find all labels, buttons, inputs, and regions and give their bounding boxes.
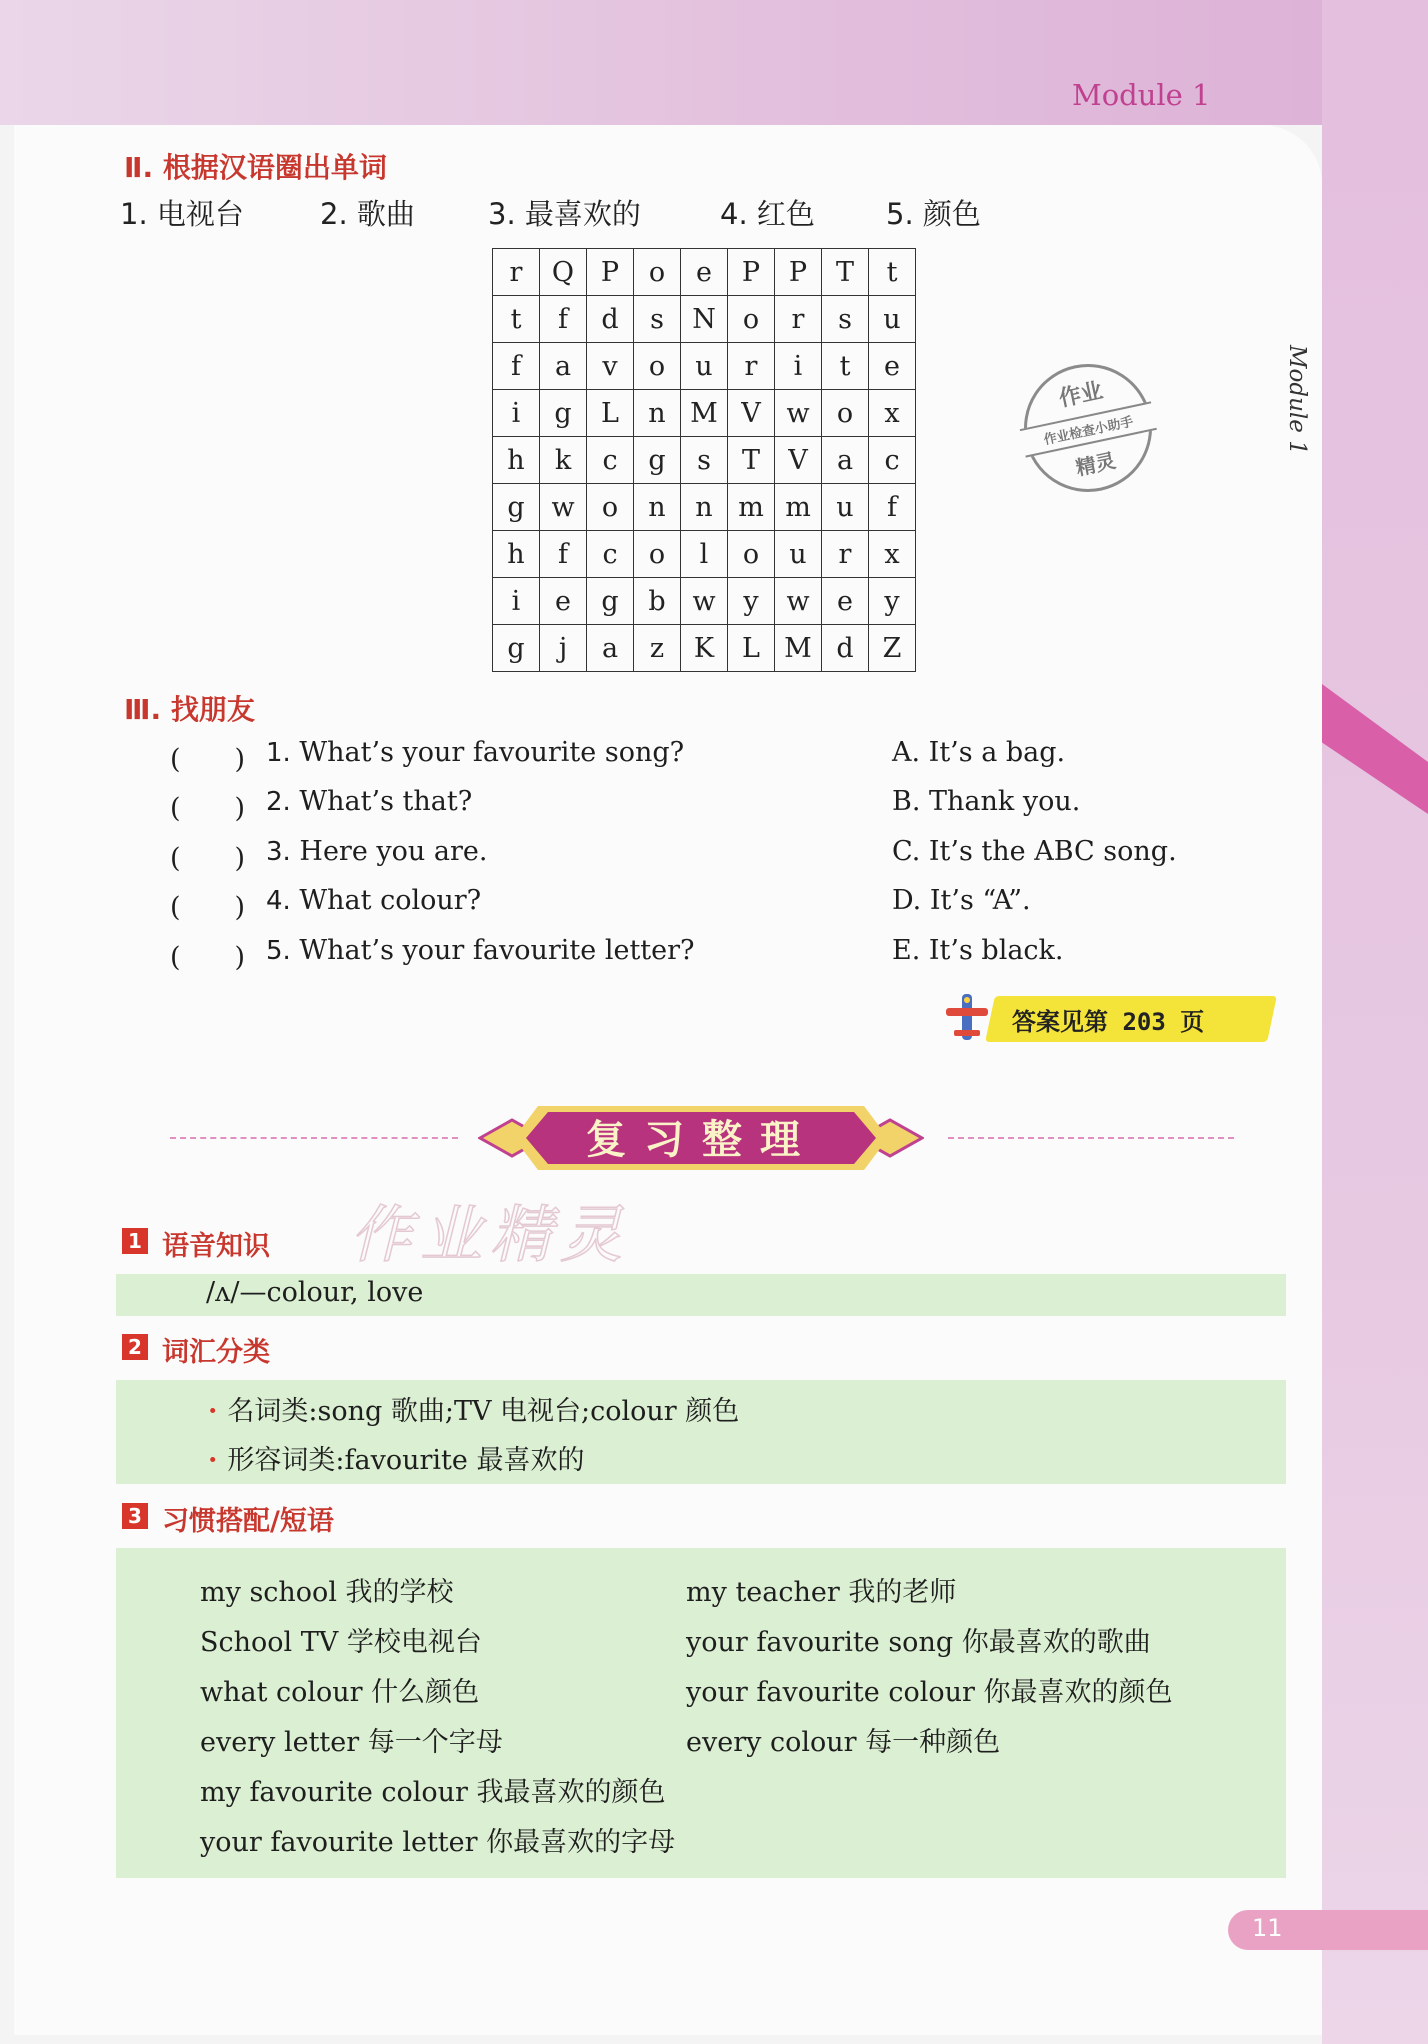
grid-cell[interactable]: n — [634, 390, 681, 437]
grid-cell[interactable]: a — [822, 437, 869, 484]
grid-cell[interactable]: s — [681, 437, 728, 484]
grid-row — [493, 625, 916, 672]
phrase-right-4: every colour 每一种颜色 — [686, 1727, 1001, 1758]
right-side-band — [1322, 0, 1428, 2044]
grid-cell[interactable]: v — [587, 343, 634, 390]
box-3-title: 习惯搭配/短语 — [162, 1506, 334, 1537]
grid-row — [493, 531, 916, 578]
grid-cell[interactable]: m — [728, 484, 775, 531]
answer-blank[interactable]: ( ) — [170, 942, 246, 973]
grid-cell[interactable]: m — [775, 484, 822, 531]
grid-cell[interactable]: g — [634, 437, 681, 484]
grid-row — [493, 296, 916, 343]
grid-cell[interactable]: u — [822, 484, 869, 531]
grid-cell[interactable]: u — [775, 531, 822, 578]
prompt-4: 4. 红色 — [720, 197, 815, 231]
grid-cell[interactable]: z — [634, 625, 681, 672]
phrase-left-5: my favourite colour 我最喜欢的颜色 — [200, 1777, 666, 1808]
module-header: Module 1 — [1072, 78, 1211, 112]
grid-cell[interactable]: r — [775, 296, 822, 343]
grid-cell[interactable]: x — [869, 531, 916, 578]
airplane-icon — [944, 990, 990, 1044]
grid-cell[interactable]: e — [869, 343, 916, 390]
vocab-item-1: · 名词类:song 歌曲;TV 电视台;colour 颜色 — [208, 1396, 740, 1427]
review-title: 复习整理 — [586, 1117, 818, 1163]
grid-cell[interactable]: e — [822, 578, 869, 625]
phrase-left-4: every letter 每一个字母 — [200, 1727, 503, 1758]
question-1: 1. What’s your favourite song? — [266, 737, 685, 768]
answer-option-c: C. It’s the ABC song. — [892, 836, 1177, 867]
grid-cell[interactable]: L — [728, 625, 775, 672]
box-1-title: 语音知识 — [162, 1231, 270, 1262]
question-2: 2. What’s that? — [266, 786, 473, 817]
grid-cell[interactable]: M — [681, 390, 728, 437]
phrase-left-3: what colour 什么颜色 — [200, 1677, 480, 1708]
answer-option-e: E. It’s black. — [892, 935, 1064, 966]
divider-left — [170, 1137, 458, 1139]
grid-cell[interactable]: o — [587, 484, 634, 531]
grid-cell[interactable]: L — [587, 390, 634, 437]
grid-cell[interactable]: w — [540, 484, 587, 531]
grid-cell[interactable]: f — [493, 343, 540, 390]
grid-cell[interactable]: n — [634, 484, 681, 531]
grid-cell[interactable]: f — [540, 531, 587, 578]
grid-cell[interactable]: P — [587, 249, 634, 296]
section-2-title: Ⅱ. 根据汉语圈出单词 — [124, 151, 387, 184]
grid-cell[interactable]: b — [634, 578, 681, 625]
prompt-2: 2. 歌曲 — [320, 197, 415, 231]
prompt-3: 3. 最喜欢的 — [488, 197, 641, 231]
grid-cell[interactable]: r — [728, 343, 775, 390]
grid-row — [493, 484, 916, 531]
grid-cell[interactable]: u — [869, 296, 916, 343]
grid-cell[interactable]: o — [634, 249, 681, 296]
grid-cell[interactable]: i — [493, 578, 540, 625]
answer-option-a: A. It’s a bag. — [892, 737, 1066, 768]
grid-cell[interactable]: w — [775, 390, 822, 437]
grid-cell[interactable]: t — [822, 343, 869, 390]
grid-cell[interactable]: s — [634, 296, 681, 343]
grid-cell[interactable]: g — [493, 625, 540, 672]
grid-cell[interactable]: K — [681, 625, 728, 672]
stamp-logo: 作业 作业检查小助手 精灵 — [1012, 352, 1164, 504]
phrase-left-6: your favourite letter 你最喜欢的字母 — [200, 1827, 676, 1858]
grid-cell[interactable]: w — [681, 578, 728, 625]
grid-cell[interactable]: y — [728, 578, 775, 625]
grid-cell[interactable]: o — [822, 390, 869, 437]
grid-cell[interactable]: M — [775, 625, 822, 672]
vocab-item-2: · 形容词类:favourite 最喜欢的 — [208, 1445, 585, 1476]
phonics-content: /ʌ/—colour, love — [206, 1277, 424, 1308]
question-4: 4. What colour? — [266, 885, 482, 916]
box-2-title: 词汇分类 — [162, 1337, 270, 1368]
module-side-label: Module 1 — [1284, 345, 1310, 455]
section-3-title: Ⅲ. 找朋友 — [124, 693, 255, 726]
grid-cell[interactable]: f — [540, 296, 587, 343]
watermark: 作业精灵 — [350, 1198, 631, 1271]
grid-cell[interactable]: i — [493, 390, 540, 437]
page-number: 11 — [1252, 1914, 1283, 1942]
grid-cell[interactable]: n — [681, 484, 728, 531]
grid-cell[interactable]: l — [681, 531, 728, 578]
grid-cell[interactable]: Z — [869, 625, 916, 672]
grid-cell[interactable]: o — [728, 531, 775, 578]
grid-cell[interactable]: y — [869, 578, 916, 625]
question-3: 3. Here you are. — [266, 836, 488, 867]
grid-cell[interactable]: a — [587, 625, 634, 672]
grid-row — [493, 437, 916, 484]
prompt-5: 5. 颜色 — [886, 197, 981, 231]
grid-cell[interactable]: P — [728, 249, 775, 296]
grid-cell[interactable]: g — [540, 390, 587, 437]
answer-ref[interactable]: 答案见第 203 页 — [1012, 1008, 1205, 1036]
grid-cell[interactable]: P — [775, 249, 822, 296]
divider-right — [948, 1137, 1234, 1139]
phrase-right-3: your favourite colour 你最喜欢的颜色 — [686, 1677, 1173, 1708]
grid-cell[interactable]: T — [822, 249, 869, 296]
answer-option-d: D. It’s “A”. — [892, 885, 1031, 916]
box-3-number: 3 — [122, 1503, 148, 1529]
grid-cell[interactable]: o — [634, 531, 681, 578]
grid-cell[interactable]: N — [681, 296, 728, 343]
answer-option-b: B. Thank you. — [892, 786, 1081, 817]
answer-blank[interactable]: ( ) — [170, 843, 246, 874]
grid-cell[interactable]: c — [587, 437, 634, 484]
grid-cell[interactable]: d — [822, 625, 869, 672]
grid-cell[interactable]: x — [869, 390, 916, 437]
grid-cell[interactable]: e — [540, 578, 587, 625]
grid-cell[interactable]: t — [869, 249, 916, 296]
grid-cell[interactable]: g — [493, 484, 540, 531]
grid-cell[interactable]: f — [869, 484, 916, 531]
grid-cell[interactable]: u — [681, 343, 728, 390]
grid-cell[interactable]: s — [822, 296, 869, 343]
grid-row — [493, 578, 916, 625]
grid-cell[interactable]: a — [540, 343, 587, 390]
answer-blank[interactable]: ( ) — [170, 793, 246, 824]
phrase-right-2: your favourite song 你最喜欢的歌曲 — [686, 1627, 1151, 1658]
grid-cell[interactable]: h — [493, 531, 540, 578]
grid-row — [493, 390, 916, 437]
grid-row — [493, 249, 916, 296]
grid-cell[interactable]: c — [869, 437, 916, 484]
phrase-left-2: School TV 学校电视台 — [200, 1627, 482, 1658]
grid-cell[interactable]: V — [775, 437, 822, 484]
word-search-grid — [492, 248, 916, 672]
grid-cell[interactable]: i — [775, 343, 822, 390]
answer-blank[interactable]: ( ) — [170, 744, 246, 775]
grid-cell[interactable]: r — [822, 531, 869, 578]
grid-cell[interactable]: k — [540, 437, 587, 484]
prompt-1: 1. 电视台 — [120, 197, 244, 231]
box-1-number: 1 — [122, 1228, 148, 1254]
grid-cell[interactable]: r — [493, 249, 540, 296]
question-5: 5. What’s your favourite letter? — [266, 935, 695, 966]
grid-cell[interactable]: Q — [540, 249, 587, 296]
grid-cell[interactable]: w — [775, 578, 822, 625]
phrase-left-1: my school 我的学校 — [200, 1577, 454, 1608]
top-band-gradient — [0, 0, 1428, 125]
box-2-number: 2 — [122, 1334, 148, 1360]
grid-cell[interactable]: j — [540, 625, 587, 672]
answer-blank[interactable]: ( ) — [170, 892, 246, 923]
grid-cell[interactable]: o — [728, 296, 775, 343]
grid-cell[interactable]: T — [728, 437, 775, 484]
grid-row — [493, 343, 916, 390]
grid-cell[interactable]: c — [587, 531, 634, 578]
grid-cell[interactable]: d — [587, 296, 634, 343]
phrase-right-1: my teacher 我的老师 — [686, 1577, 957, 1608]
grid-cell[interactable]: t — [493, 296, 540, 343]
grid-cell[interactable]: V — [728, 390, 775, 437]
grid-cell[interactable]: e — [681, 249, 728, 296]
grid-cell[interactable]: o — [634, 343, 681, 390]
grid-cell[interactable]: g — [587, 578, 634, 625]
grid-cell[interactable]: h — [493, 437, 540, 484]
